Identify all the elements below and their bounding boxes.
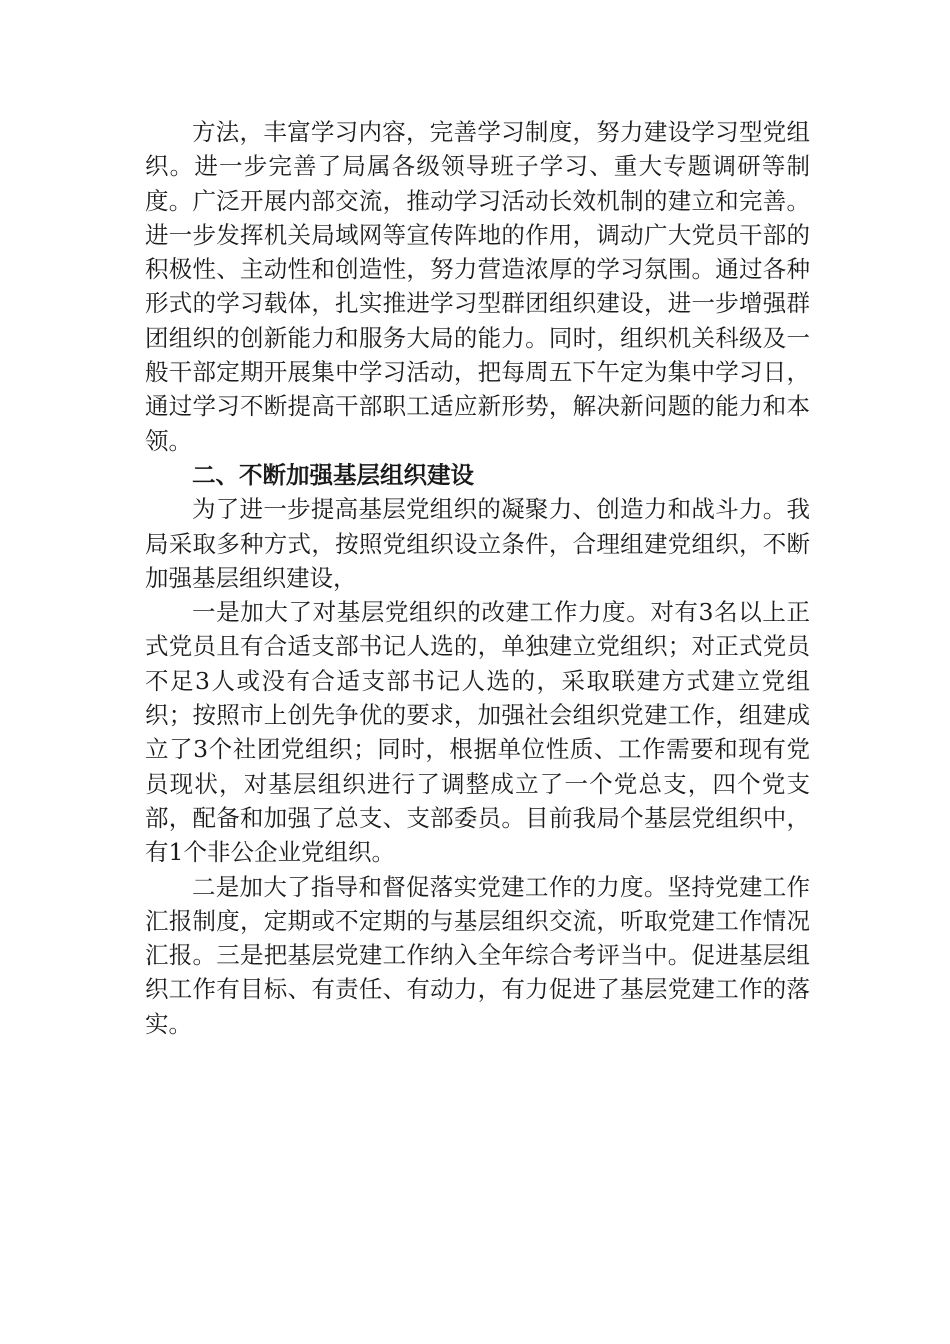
section-heading: 二、不断加强基层组织建设 <box>192 460 474 489</box>
paragraph-point-one: 一是加大了对基层党组织的改建工作力度。对有3名以上正式党员且有合适支部书记人选的，单独建立党组织；对正式党员不足3人或没有合适支部书记人选的，采取联建方式建立党组织；按照市上创先争优的要求，加强社会组织党建工作，组建成立了3个社团党组织；同时，根据单位性质、工作需要和现有党员现状，对基层组织进行了调整成立了一个党总支，四个党支部，配备和加强了总支、支部委员。目前我局个基层党组织中，有1个非公企业党组织。 <box>145 598 810 867</box>
paragraph-point-two: 二是加大了指导和督促落实党建工作的力度。坚持党建工作汇报制度，定期或不定期的与基层组织交流，听取党建工作情况汇报。三是把基层党建工作纳入全年综合考评当中。促进基层组织工作有目标、有责任、有动力，有力促进了基层党建工作的落实。 <box>145 872 810 1038</box>
document-body <box>145 115 810 1041</box>
paragraph-intro: 为了进一步提高基层党组织的凝聚力、创造力和战斗力。我局采取多种方式，按照党组织设立条件，合理组建党组织，不断加强基层组织建设， <box>145 495 810 592</box>
paragraph-learning-organization: 方法，丰富学习内容，完善学习制度，努力建设学习型党组织。进一步完善了局属各级领导班子学习、重大专题调研等制度。广泛开展内部交流，推动学习活动长效机制的建立和完善。进一步发挥机关局域网等宣传阵地的作用，调动广大党员干部的积极性、主动性和创造性，努力营造浓厚的学习氛围。通过各种形式的学习载体，扎实推进学习型群团组织建设，进一步增强群团组织的创新能力和服务大局的能力。同时，组织机关科级及一般干部定期开展集中学习活动，把每周五下午定为集中学习日，通过学习不断提高干部职工适应新形势，解决新问题的能力和本领。 <box>145 118 810 455</box>
